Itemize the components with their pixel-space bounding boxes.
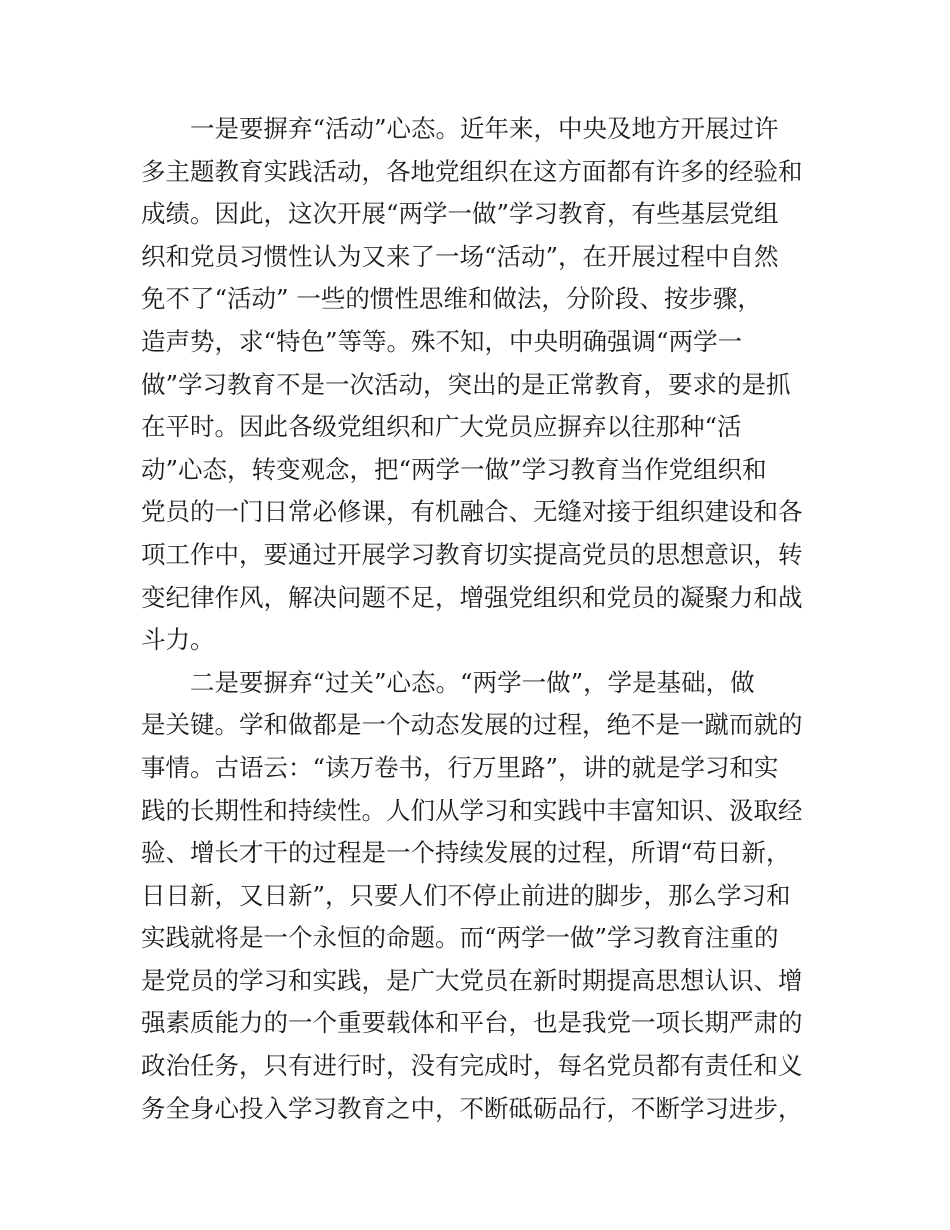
text-line: 织和党员习惯性认为又来了一场“活动”，在开展过程中自然 xyxy=(141,241,779,271)
text-line: 项工作中，要通过开展学习教育切实提高党员的思想意识，转 xyxy=(141,539,803,569)
text-line: 在平时。因此各级党组织和广大党员应摒弃以往那种“活 xyxy=(141,412,742,442)
text-line: 造声势，求“特色”等等。殊不知，中央明确强调“两学一 xyxy=(141,326,743,356)
text-line: 免不了“活动” 一些的惯性思维和做法，分阶段、按步骤， xyxy=(141,284,762,314)
text-line: 政治任务，只有进行时，没有完成时，每名党员都有责任和义 xyxy=(141,1051,803,1081)
text-line: 动”心态，转变观念，把“两学一做”学习教育当作党组织和 xyxy=(141,454,767,484)
text-line: 成绩。因此，这次开展“两学一做”学习教育，有些基层党组 xyxy=(141,199,779,229)
text-line: 日日新，又日新”，只要人们不停止前进的脚步，那么学习和 xyxy=(141,880,791,910)
text-line: 二是要摒弃“过关”心态。“两学一做”，学是基础，做 xyxy=(190,667,755,697)
text-line: 强素质能力的一个重要载体和平台，也是我党一项长期严肃的 xyxy=(141,1008,803,1038)
text-line: 事情。古语云：“读万卷书，行万里路”，讲的就是学习和实 xyxy=(141,752,779,782)
text-line: 是关键。学和做都是一个动态发展的过程，绝不是一蹴而就的 xyxy=(141,710,803,740)
text-line: 变纪律作风，解决问题不足，增强党组织和党员的凝聚力和战 xyxy=(141,582,803,612)
text-line: 一是要摒弃“活动”心态。近年来，中央及地方开展过许 xyxy=(190,114,779,143)
text-line: 验、增长才干的过程是一个持续发展的过程，所谓“苟日新， xyxy=(141,838,791,868)
text-line: 斗力。 xyxy=(141,625,215,655)
text-line: 务全身心投入学习教育之中，不断砥砺品行，不断学习进步， xyxy=(141,1093,803,1123)
paragraph xyxy=(141,108,813,662)
text-line: 是党员的学习和实践，是广大党员在新时期提高思想认识、增 xyxy=(141,965,803,995)
paragraph xyxy=(141,662,813,1131)
text-line: 多主题教育实践活动，各地党组织在这方面都有许多的经验和 xyxy=(141,156,803,186)
text-line: 践的长期性和持续性。人们从学习和实践中丰富知识、汲取经 xyxy=(141,795,803,825)
text-line: 党员的一门日常必修课，有机融合、无缝对接于组织建设和各 xyxy=(141,497,803,527)
text-line: 做”学习教育不是一次活动，突出的是正常教育，要求的是抓 xyxy=(141,369,791,399)
document-body xyxy=(141,108,813,1130)
text-line: 实践就将是一个永恒的命题。而“两学一做”学习教育注重的 xyxy=(141,923,779,953)
